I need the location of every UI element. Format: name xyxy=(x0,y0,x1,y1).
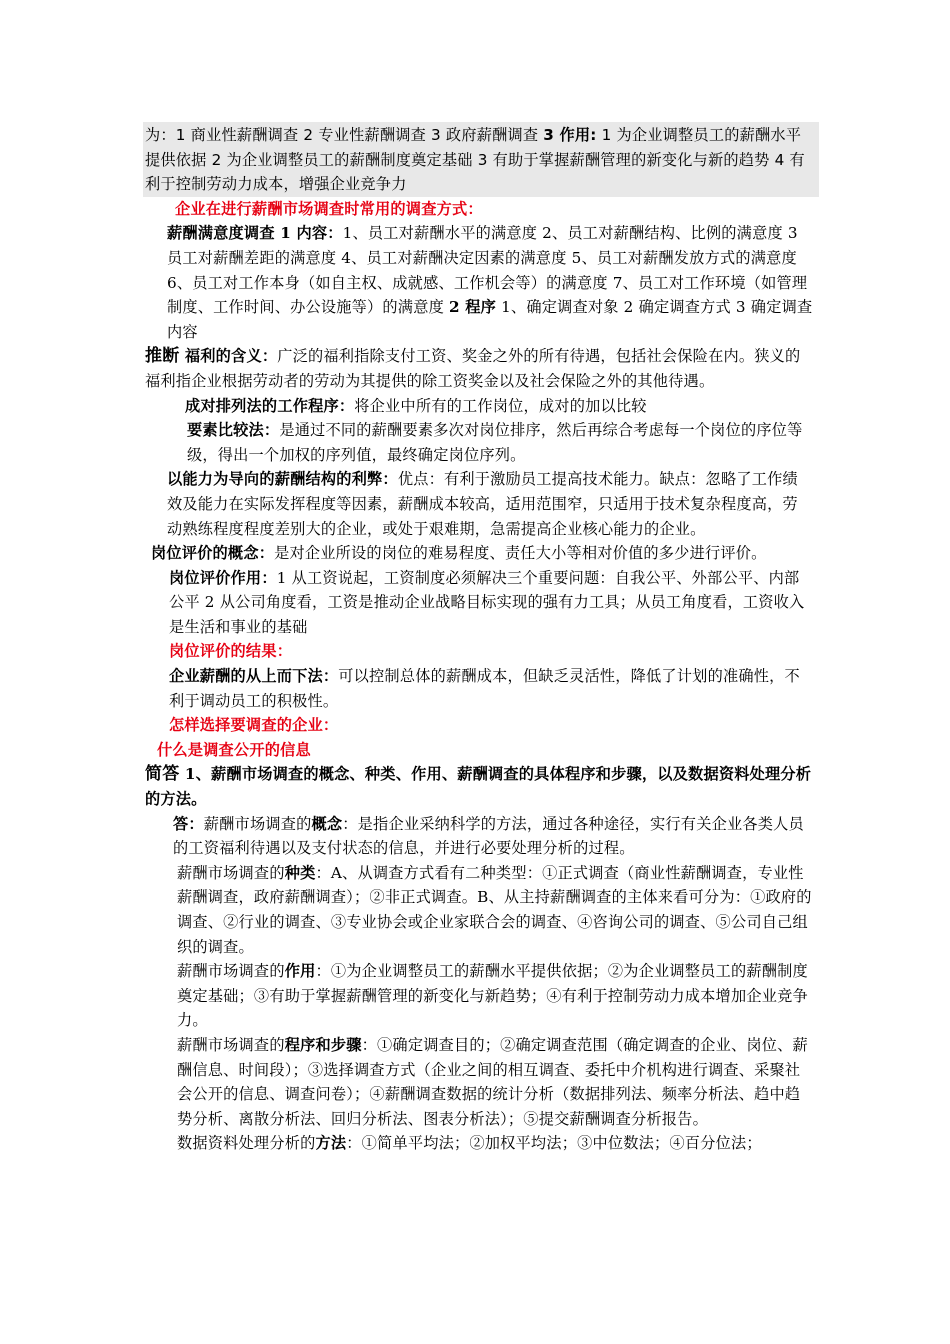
bold-text: 方法 xyxy=(315,1134,347,1153)
text: 是通过不同的薪酬要素多次对岗位排序，然后再综合考虑每一个岗位的序位等级，得出一个加权的序列值，最终确定岗位序列。 xyxy=(187,421,803,464)
text: ：是指企业采纳科学的方法，通过各种途径，实行有关企业各类人员的工资福利待遇以及支付状态的信息，并进行必要处理分析的过程。 xyxy=(173,814,804,858)
bold-text: 以能力为导向的薪酬结构的利弊： xyxy=(167,470,398,489)
bold-text: 1、薪酬市场调查的概念、种类、作用、薪酬调查的具体程序和步骤，以及数据资料处理分析的方法。 xyxy=(145,765,812,809)
text: 薪酬市场调查的 xyxy=(177,863,285,882)
bold-text: 作用 xyxy=(284,962,316,981)
text: 优点：有利于激励员工提高技术能力。缺点：忽略了工作绩效及能力在实际发挥程度等因素，薪酬成本较高，适用范围窄，只适用于技术复杂程度高，劳动熟练程度程度差别大的企业，或处于艰难期，急需提高企业核心能力的企业。 xyxy=(167,470,798,538)
paragraph-answer-methods xyxy=(145,1131,813,1156)
document-body xyxy=(145,122,813,1156)
text: 数据资料处理分析的 xyxy=(177,1134,316,1153)
section-label: 简答 xyxy=(145,764,180,785)
bold-text: 薪酬满意度调查 1 内容： xyxy=(167,224,343,243)
text: 1、确定调查对象 2 确定调查方式 3 确定调查内容 xyxy=(167,298,813,341)
bold-text: 岗位评价的概念： xyxy=(151,544,275,563)
text: 薪酬市场调查的 xyxy=(203,814,312,833)
bold-text: 企业薪酬的从上而下法： xyxy=(169,667,339,686)
text: 1、员工对薪酬水平的满意度 2、员工对薪酬结构、比例的满意度 3 员工对薪酬差距的满意度 4、员工对薪酬决定因素的满意度 5、员工对薪酬发放方式的满意度 6、员工对工作本身（如自主权、成就感、工作机会等）的满意度 7、员工对工作环境（如管理制度、工作时间、办公设施等）的满意度 xyxy=(167,224,808,317)
heading-job-evaluation-results: 岗位评价的结果： xyxy=(169,642,293,661)
paragraph-survey-types xyxy=(143,122,819,197)
paragraph-answer-concept xyxy=(145,812,813,861)
text: ：①简单平均法；②加权平均法；③中位数法；④百分位法； xyxy=(346,1134,762,1153)
paragraph-welfare-definition xyxy=(145,344,813,393)
section-label: 推断 xyxy=(145,346,180,367)
text: 是对企业所设的岗位的难易程度、责任大小等相对价值的多少进行评价。 xyxy=(274,544,767,563)
bold-text: 岗位评价作用： xyxy=(169,568,277,587)
bold-text: 种类 xyxy=(284,863,316,882)
text: ：①确定调查目的；②确定调查范围（确定调查的企业、岗位、薪酬信息、时间段）；③选择调查方式（企业之间的相互调查、委托中介机构进行调查、采聚社会公开的信息、调查问卷）；④薪酬调查数据的统计分析（数据排列法、频率分析法、趋中趋势分析、离散分析法、回归分析法、图表分析法）；⑤提交薪酬调查分析报告。 xyxy=(177,1035,808,1128)
paragraph-answer-roles xyxy=(145,959,813,1033)
heading-survey-methods: 企业在进行薪酬市场调查时常用的调查方式： xyxy=(175,199,483,218)
paragraph-job-evaluation-concept xyxy=(145,541,813,566)
text: 将企业中所有的工作岗位，成对的加以比较 xyxy=(354,396,647,415)
paragraph-answer-types xyxy=(145,861,813,959)
paragraph-answer-steps xyxy=(145,1033,813,1131)
bold-text: 程序和步骤 xyxy=(284,1035,362,1054)
paragraph-satisfaction-survey xyxy=(145,221,813,344)
text: ：A、从调查方式看有二种类型：①正式调查（商业性薪酬调查，专业性薪酬调查，政府薪酬调查）；②非正式调查。B、从主持薪酬调查的主体来看可分为：①政府的调查、②行业的调查、③专业协会或企业家联合会的调查、④咨询公司的调查、⑤公司自己组织的调查。 xyxy=(177,863,812,956)
bold-text: 答： xyxy=(173,814,204,833)
paragraph-question xyxy=(145,762,813,811)
heading-public-info: 什么是调查公开的信息 xyxy=(157,740,311,759)
paragraph-competency-pay xyxy=(145,467,813,541)
text: 可以控制总体的薪酬成本，但缺乏灵活性，降低了计划的准确性，不利于调动员工的积极性。 xyxy=(169,667,800,710)
text: ：①为企业调整员工的薪酬水平提供依据；②为企业调整员工的薪酬制度奠定基础；③有助于掌握薪酬管理的新变化与新趋势；④有利于控制劳动力成本增加企业竞争力。 xyxy=(177,962,808,1030)
text: 广泛的福利指除支付工资、奖金之外的所有待遇，包括社会保险在内。狭义的福利指企业根据劳动者的劳动为其提供的除工资奖金以及社会保险之外的其他待遇。 xyxy=(145,347,801,390)
text: 1 从工资说起，工资制度必须解决三个重要问题：自我公平、外部公平、内部公平 2 从公司角度看，工资是推动企业战略目标实现的强有力工具；从员工角度看，工资收入是生活和事业的基础 xyxy=(169,568,805,636)
text: 薪酬市场调查的 xyxy=(177,962,285,981)
paragraph-job-evaluation-role xyxy=(145,566,813,640)
bold-text: 要素比较法： xyxy=(187,421,280,440)
bold-text: 概念 xyxy=(311,814,343,833)
heading-select-companies: 怎样选择要调查的企业： xyxy=(169,716,339,735)
bold-text: 2 程序 xyxy=(449,298,497,317)
paragraph-paired-ranking xyxy=(145,394,813,419)
text: 为：1 商业性薪酬调查 2 专业性薪酬调查 3 政府薪酬调查 xyxy=(145,126,544,144)
paragraph-top-down xyxy=(145,664,813,713)
bold-text: 福利的含义： xyxy=(179,347,278,366)
bold-text: 3 作用: xyxy=(543,126,597,144)
bold-text: 成对排列法的工作程序： xyxy=(185,396,355,415)
text: 1 为企业调整员工的薪酬水平提供依据 2 为企业调整员工的薪酬制度奠定基础 3 有助于掌握薪酬管理的新变化与新的趋势 4 有利于控制劳动力成本，增强企业竞争力 xyxy=(145,126,805,194)
text: 薪酬市场调查的 xyxy=(177,1035,285,1054)
paragraph-factor-comparison xyxy=(145,418,813,467)
